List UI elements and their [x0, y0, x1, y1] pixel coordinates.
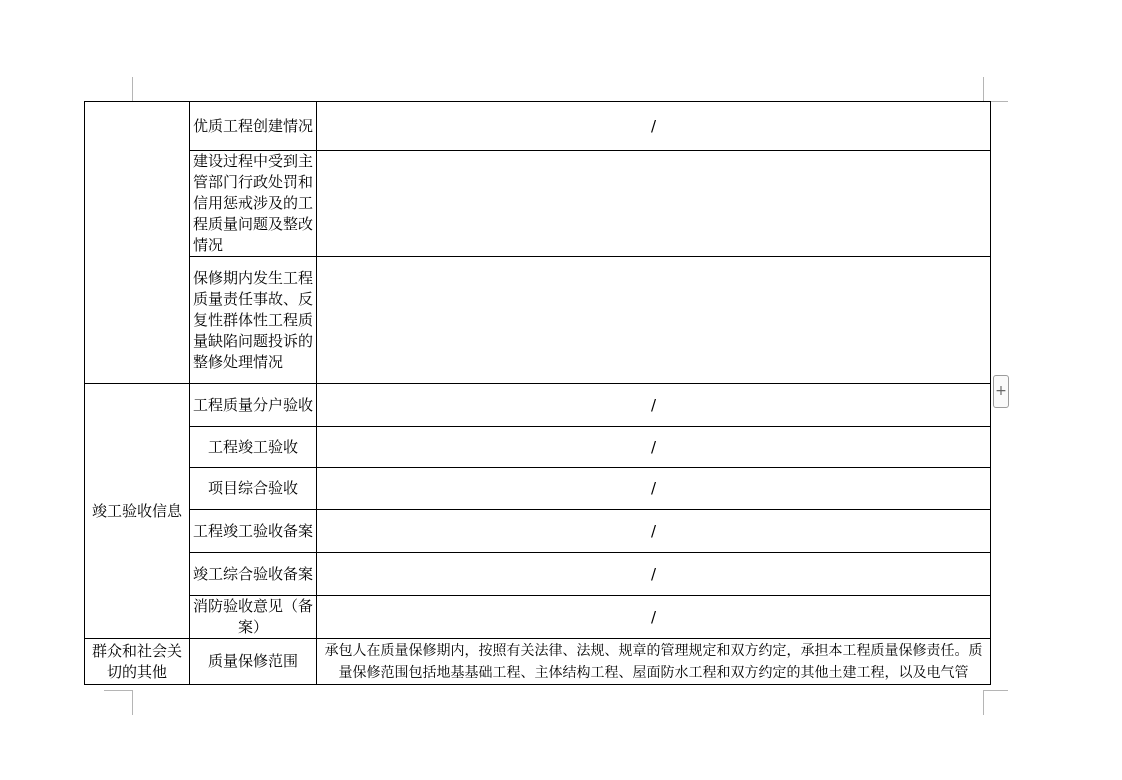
crop-mark	[132, 77, 133, 101]
section-title-public-concern[interactable]: 群众和社会关切的其他	[85, 639, 190, 685]
table-row	[85, 384, 991, 427]
plus-icon: +	[995, 383, 1007, 399]
row-label-completion-1[interactable]: 工程质量分户验收	[190, 384, 317, 427]
section-cell-empty[interactable]	[85, 102, 190, 384]
crop-mark	[104, 690, 132, 691]
table-row	[85, 427, 991, 468]
row-value-completion-6[interactable]: /	[317, 596, 991, 639]
row-value-warranty-scope[interactable]: 承包人在质量保修期内，按照有关法律、法规、规章的管理规定和双方约定，承担本工程质量保修责任。质量保修范围包括地基基础工程、主体结构工程、屋面防水工程和双方约定的其他土建工程，以及电气管	[317, 639, 991, 685]
row-value-completion-4[interactable]: /	[317, 510, 991, 553]
crop-mark	[983, 77, 984, 101]
table-row	[85, 257, 991, 384]
row-label-warranty-scope[interactable]: 质量保修范围	[190, 639, 317, 685]
row-value-completion-1[interactable]: /	[317, 384, 991, 427]
row-value-completion-3[interactable]: /	[317, 468, 991, 510]
row-label-warranty-accidents[interactable]: 保修期内发生工程质量责任事故、反复性群体性工程质量缺陷问题投诉的整修处理情况	[190, 257, 317, 384]
section-title-completion[interactable]: 竣工验收信息	[85, 384, 190, 639]
table-row	[85, 510, 991, 553]
table-row	[85, 468, 991, 510]
row-value-warranty-accidents[interactable]	[317, 257, 991, 384]
expand-table-button[interactable]	[993, 375, 1009, 408]
row-label-penalty[interactable]: 建设过程中受到主管部门行政处罚和信用惩戒涉及的工程质量问题及整改情况	[190, 151, 317, 257]
table-row	[85, 596, 991, 639]
crop-mark	[983, 690, 984, 715]
table-row	[85, 639, 991, 685]
row-label-completion-6[interactable]: 消防验收意见（备案）	[190, 596, 317, 639]
table-row	[85, 553, 991, 596]
table-row	[85, 151, 991, 257]
row-label-completion-2[interactable]: 工程竣工验收	[190, 427, 317, 468]
row-label-completion-5[interactable]: 竣工综合验收备案	[190, 553, 317, 596]
document-table	[84, 101, 991, 685]
row-value-penalty[interactable]	[317, 151, 991, 257]
row-value-completion-5[interactable]: /	[317, 553, 991, 596]
row-label-completion-4[interactable]: 工程竣工验收备案	[190, 510, 317, 553]
row-label-completion-3[interactable]: 项目综合验收	[190, 468, 317, 510]
crop-mark	[132, 690, 133, 715]
row-value-completion-2[interactable]: /	[317, 427, 991, 468]
crop-mark	[983, 690, 1008, 691]
row-label-quality-project[interactable]: 优质工程创建情况	[190, 102, 317, 151]
row-value-quality-project[interactable]: /	[317, 102, 991, 151]
table-row	[85, 102, 991, 151]
